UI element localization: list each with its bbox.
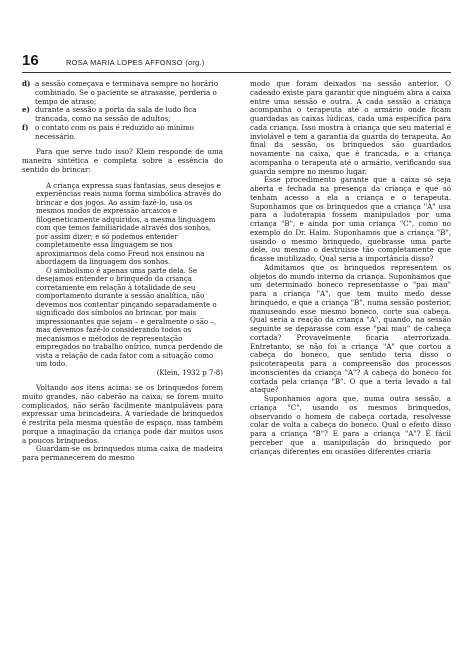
- list-marker: f): [22, 122, 29, 132]
- body-paragraph: Guardam-se os brinquedos numa caixa de madeira para permanecerem do mesmo: [22, 444, 223, 462]
- body-paragraph: modo que foram deixados na sessão anterior. O cadeado existe para garantir que ninguém abra a caixa entre uma sessão e outra. A cada sessão a criança acompanha o terapeuta até o armário onde ficam guardadas as caixas lúdicas, cada uma específica para cada criança. Isso mostra à criança que seu material é inviolável e tem a garantia da guarda do terapeuta. Ao final da sessão, os brinquedos são guardados novamente na caixa, que é trancada, e a criança acompanha o terapeuta até o armário, verificando sua guarda sempre no mesmo lugar.: [250, 79, 451, 176]
- body-paragraph: Admitamos que os brinquedos representem os objetos do mundo interno da criança. Suponhamos que um determinado boneco representasse o "pai mau" para a criança "A", que tem muito medo desse brinquedo, e que a criança "B", numa sessão posterior, manuseando esse mesmo boneco, corte sua cabeça. Qual seria a reação da criança "A", quando, na sessão seguinte se deparasse com esse "pai mau" de cabeça cortada? Provavelmente ficaria aterrorizada. Entretanto, se não foi a criança "A" que cortou a cabeça do boneco, que sentido teria disso o psicoterapeuta para a compreensão dos processos inconscientes da criança "A"? A cabeça do boneco foi cortada pela criança "B". O que a teria levado a tal ataque?: [250, 262, 451, 395]
- list-marker: e): [22, 105, 30, 115]
- page-header: [22, 52, 451, 73]
- body-paragraph: Voltando aos itens acima: se os brinquedos forem muito grandes, não caberão na caixa; se forem muito complicados, não serão facilmente manipuláveis para expressar uma brincadeira. A variedade de brinquedos é restrita pela mesma questão de espaço, mas também porque a imaginação da criança pode dar muitos usos a poucos brinquedos.: [22, 383, 223, 445]
- body-paragraph: Para que serve tudo isso? Klein responde de uma maneira sintética e completa sobre a essência do sentido do brincar:: [22, 147, 223, 174]
- running-head: ROSA MARIA LOPES AFFONSO (org.): [66, 58, 205, 67]
- list-text: o contato com os pais é reduzido ao mínimo necessário.: [35, 122, 194, 141]
- body-paragraph: Suponhamos agora que, numa outra sessão, a criança "C", usando os mesmos brinquedos, observando o homem de cabeça cortada, resolvesse colar de volta a cabeça do boneco. Qual o efeito disso para a criança "B"? E para a criança "A"? É fácil perceber que a manipulação do brinquedo por crianças diferentes em ocasiões diferentes criaria: [250, 394, 451, 456]
- quote-paragraph: O simbolismo é apenas uma parte dela. Se desejamos entender o brinquedo da criança corretamente em relação à totalidade de seu comportamento durante a sessão analítica, não devemos nos contentar pinçando separadamente o significado dos símbolos no brincar, por mais impressionantes que sejam – e geralmente o são –, mas devemos fazê-lo considerando todos os mecanismos e métodos de representação empregados no trabalho onírico, nunca perdendo de vista a relação de cada fator com a situação como um todo.: [36, 266, 223, 368]
- list-text: durante a sessão a porta da sala de ludo fica trancada, como na sessão de adultos;: [35, 105, 197, 123]
- quote-paragraph: A criança expressa suas fantasias, seus desejos e experiências reais numa forma simbólica através do brincar e dos jogos. Ao assim fazê-lo, usa os mesmos modos de expressão arcaicos e filogeneticamente adquiridos, a mesma linguagem com que temos familiaridade através dos sonhos, por assim dizer; e só podemos entender completamente essa linguagem se nos aproximarmos dela como Freud nos ensinou na abordagem da linguagem dos sonhos.: [36, 181, 222, 266]
- list-text: a sessão começava e terminava sempre no horário combinado. Se o paciente se atrasasse, perderia o tempo de atraso;: [35, 79, 219, 106]
- list-item: [22, 80, 223, 106]
- list-marker: d): [22, 79, 31, 88]
- list-item: [22, 124, 223, 142]
- body-paragraph: Esse procedimento garante que a caixa só seja aberta e fechada na presença da criança e que só tenham acesso a ela a criança e o terapeuta. Suponhamos que os brinquedos que a criança "A" usa para a ludoterapia fossem manipulados por uma criança "B", e ainda por uma criança "C", como no exemplo do Dr. Haim. Suponhamos que a criança "B", usando o mesmo brinquedo, quebrasse uma parte dele, ou mesmo o destruísse tão completamente que ficasse inutilizado. Qual seria a importância disso?: [250, 175, 451, 263]
- right-column: [250, 80, 451, 456]
- quote-citation: (Klein, 1932 p 7-8): [156, 368, 223, 377]
- page-number: 16: [22, 52, 39, 69]
- list-item: [22, 106, 223, 124]
- block-quote: [36, 182, 223, 378]
- left-column: [22, 80, 223, 463]
